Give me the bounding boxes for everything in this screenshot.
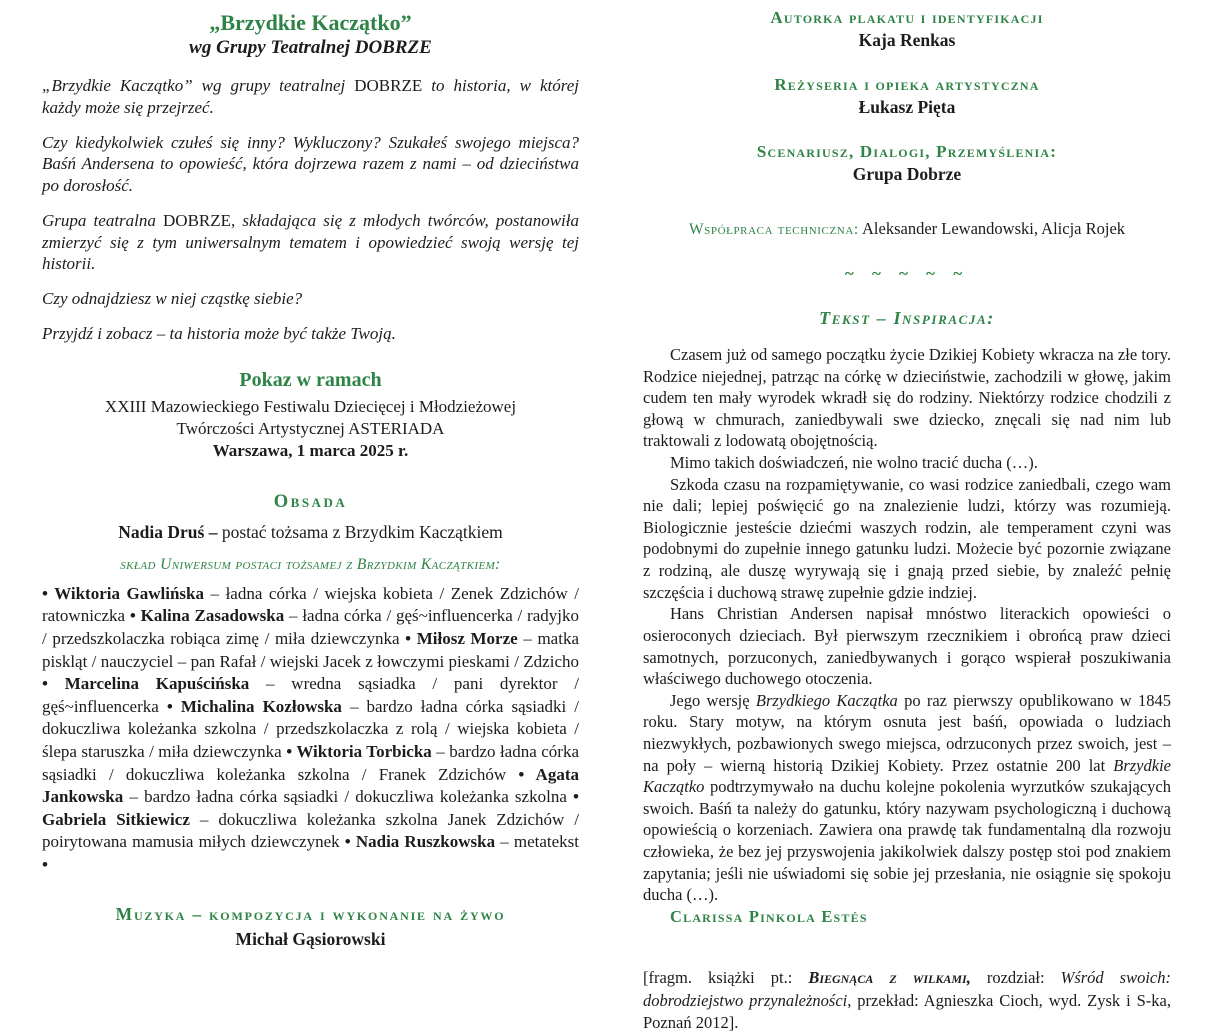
cast-list: • Wiktoria Gawlińska – ładna córka / wiejska kobieta / Zenek Zdzichów / ratowniczka • Kalina Zasadowska – ładna córka / gęś~influencerka / radyjko / przedszkolaczka robiąca zimę / miła dziewczynka • Miłosz Morze – matka piskląt / nauczyciel – pan Rafał / wiejski Jacek z łowczymi pieskami / Zdzicho • Marcelina Kapuścińska – wredna sąsiadka / pani dyrektor / gęś~influencerka • Michalina Kozłowska – bardzo ładna córka sąsiadki / dokuczliwa koleżanka szkolna / przedszkolaczka z rolą / wiejska kobieta / ślepa staruszka / miła dziewczynka • Wiktoria Torbicka – bardzo ładna córka sąsiadki / dokuczliwa koleżanka szkolna / Franek Zdzichów • Agata Jankowska – bardzo ładna córka sąsiadki / dokuczliwa koleżanka szkolna • Gabriela Sitkiewicz – dokuczliwa koleżanka szkolna Janek Zdzichów / poirytowana mamusia miłych dziewczynek • Nadia Ruszkowska – metatekst • [42,583,580,875]
event-date-line: Warszawa, 1 marca 2025 r. [212,440,409,460]
tech-label: Współpraca techniczna: [688,221,859,238]
intro-paragraph-1: „Brzydkie Kaczątko” wg grupy teatralnej DOBRZE to historia, w której każdy może się przejrzeć. [42,76,579,117]
essay-heading: Tekst – Inspiracja: [819,308,995,328]
credit-technical-cooperation [643,219,1171,239]
credit-poster-author [643,8,1171,51]
essay-section [643,308,1171,927]
credit-label: Scenariusz, Dialogi, Przemyślenia: [756,142,1058,161]
essay-paragraph-5: Jego wersję Brzydkiego Kaczątka po raz pierwszy opublikowano w 1845 roku. Stary motyw, na którym osnuta jest baśń, opowiada o ludziach niezwykłych, pozbawionych swego miejsca, odrzuconych przez swoich, jest – na poły – wierną historią Dzikiej Kobiety. Przez ostatnie 200 lat Brzydkie Kaczątko podtrzymywało na duchu kolejne pokolenia wyrzutków szukających swoich. Baśń ta należy do gatunku, który nazywam psychologiczną i duchową opowieścią o korzeniach. Zawiera ona prawdę tak fundamentalną dla rozwoju człowieka, że bez jej przyswojenia jakikolwiek dalszy postęp stoi pod znakiem zapytania; jeśli nie uświadomi się sobie jej przesłania, nie osiągnie się spokoju ducha (…). [643,690,1172,905]
cast-heading: Obsada [273,491,348,512]
event-festival-line-2: Twórczości Artystycznej ASTERIADA [176,418,445,438]
intro-section [42,75,579,345]
tech-names: Aleksander Lewandowski, Alicja Rojek [862,219,1126,238]
music-composer-name: Michał Gąsiorowski [235,928,386,949]
credit-name: Łukasz Pięta [858,97,956,117]
intro-paragraph-4: Czy odnajdziesz w niej cząstkę siebie? [42,289,303,308]
essay-paragraph-3: Szkoda czasu na rozpamiętywanie, co wasi rodzice zaniedbali, czego wam nie dali; lepiej poświęcić go na znalezienie ludzi, którzy was rozumieją. Biologicznie jesteście dziećmi waszych rodzin, ale temperament czyni was podobnymi do zupełnie innego gatunku ludzi. Możecie być pozornie związane z rodziną, ale duszę wyrywają się i gnają przed siebie, by znaleźć pełnię szczęścia i duchową strawę zupełnie gdzie indziej. [643,474,1171,602]
left-column [42,8,580,949]
essay-author: Clarissa Pinkola Estés [670,906,868,926]
cast-section [42,492,579,877]
show-title: „Brzydkie Kaczątko” [209,10,412,35]
essay-paragraph-2: Mimo takich doświadczeń, nie wolno tracić ducha (…). [670,453,1038,473]
tilde-separator: ~ ~ ~ ~ ~ [844,264,970,283]
essay-paragraph-1: Czasem już od samego początku życie Dzikiej Kobiety wkracza na złe tory. Rodzice niejednej, patrząc na córkę w dzieciństwie, zachodzili w głowę, jakim cudem ten mały wyrodek wkradł się do rodziny. Niektórzy rodzice chodzili z głową w chmurach, zaniedbywali swe dziecko, znęcali się nad nim lub traktowali z lodowatą obojętnością. [643,345,1171,451]
credit-label: Autorka plakatu i identyfikacji [770,8,1044,27]
music-heading: Muzyka – kompozycja i wykonanie na żywo [115,903,506,924]
book-citation: [fragm. książki pt.: Biegnąca z wilkami, rozdział: Wśród swoich: dobrodziejstwo przynależności, przekład: Agnieszka Cioch, wyd. Zysk i S-ka, Poznań 2012]. [643,968,1172,1032]
event-heading: Pokaz w ramach [239,368,382,391]
event-festival-line-1: XXIII Mazowieckiego Festiwalu Dziecięcej i Młodzieżowej [104,396,517,416]
credit-director [643,75,1171,118]
credit-name: Kaja Renkas [858,30,956,50]
credit-label: Reżyseria i opieka artystyczna [774,75,1040,94]
essay-paragraph-4: Hans Christian Andersen napisał mnóstwo literackich opowieści o osieroconych dzieciach. Był pierwszym rzecznikiem i obrońcą praw dzieci samotnych, porzuconych, zaniedbywanych i gorąco wspierał poszukiwania właściwego duchowego otoczenia. [643,604,1171,689]
intro-paragraph-2: Czy kiedykolwiek czułeś się inny? Wykluczony? Szukałeś swojego miejsca? Baśń Andersena to opowieść, która dojrzewa razem z nami – od dzieciństwa po dorosłość. [42,132,579,195]
intro-paragraph-5: Przyjdź i zobacz – ta historia może być także Twoją. [42,323,396,343]
show-subtitle: wg Grupy Teatralnej DOBRZE [189,37,432,58]
credit-name: Grupa Dobrze [852,164,962,184]
cast-subheading: skład Uniwersum postaci tożsamej z Brzydkim Kaczątkiem: [120,555,501,573]
music-section [42,904,579,950]
right-column [643,8,1172,1032]
intro-paragraph-3: Grupa teatralna DOBRZE, składająca się z młodych twórców, postanowiła zmierzyć się z tym uniwersalnym tematem i opowiedzieć swoją wersję tej historii. [42,210,579,274]
cast-lead-role: Nadia Druś – postać tożsama z Brzydkim Kaczątkiem [118,521,503,542]
event-section [42,369,579,462]
credit-script [643,142,1171,185]
